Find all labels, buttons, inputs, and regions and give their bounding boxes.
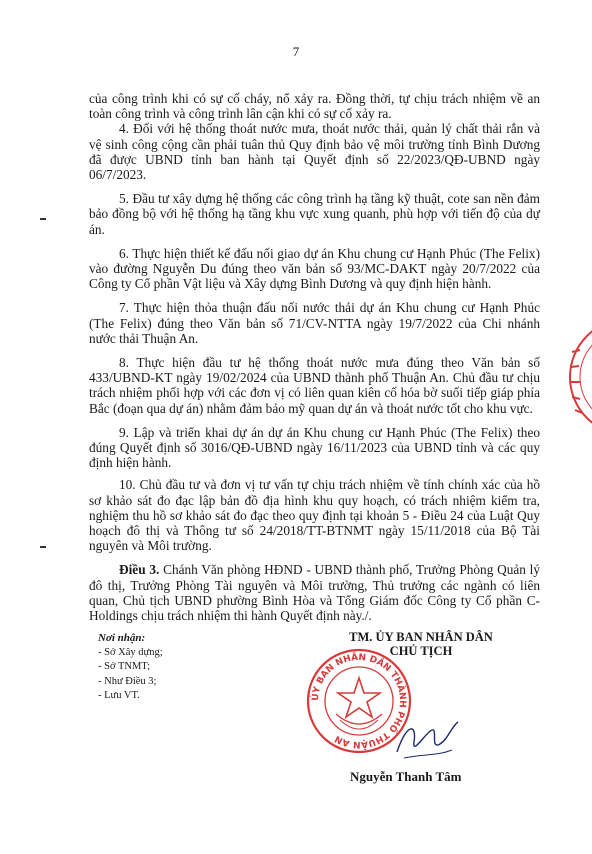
seal-fragment-icon bbox=[566, 312, 592, 442]
paragraph-continuation: của công trình khi có sự cố cháy, nổ xảy ra. Đồng thời, tự chịu trách nhiệm về an toàn công trình và công trình lân cận khi có sự cố xảy ra. bbox=[89, 91, 540, 122]
recipients-block bbox=[98, 631, 163, 704]
recipient-item: - Sở Xây dựng; bbox=[98, 646, 163, 658]
recipient-item: - Sở TNMT; bbox=[98, 661, 151, 672]
recipient-item: - Như Điều 3; bbox=[98, 675, 157, 687]
handwritten-signature-icon bbox=[392, 712, 462, 767]
paragraph-item-8: 8. Thực hiện đầu tư hệ thống thoát nước mưa đúng theo Văn bản số 433/UBND-KT ngày 19/02/2024 của UBND thành phố Thuận An. Chủ đầu tư chịu trách nhiệm phối hợp với các đơn vị có liên quan kiên cố hóa bờ suối tiếp giáp phía Bắc (đoạn qua dự án) nhằm đảm bảo mỹ quan dự án và thoát nước tốt cho khu vực. bbox=[89, 355, 540, 416]
margin-mark bbox=[40, 218, 46, 220]
paragraph-item-5: 5. Đầu tư xây dựng hệ thống các công trình hạ tầng kỹ thuật, cote san nền đảm bảo đồng bộ với hệ thống hạ tầng khu vực xung quanh, phù hợp với tiến độ của dự án. bbox=[89, 191, 540, 237]
page-number: 7 bbox=[292, 44, 300, 59]
recipients-title: Nơi nhận: bbox=[98, 632, 146, 644]
paragraph-item-4: 4. Đối với hệ thống thoát nước mưa, thoát nước thải, quản lý chất thải rắn và vệ sinh công cộng cần phải tuân thủ Quy định bảo vệ môi trường tỉnh Bình Dương đã được UBND tỉnh ban hành tại Quyết định số 22/2023/QĐ-UBND ngày 06/7/2023. bbox=[89, 121, 540, 183]
article-3 bbox=[89, 562, 540, 623]
signer-name: Nguyễn Thanh Tâm bbox=[350, 769, 462, 784]
paragraph-item-6: 6. Thực hiện thiết kế đấu nối giao dự án Khu chung cư Hạnh Phúc (The Felix) vào đường Nguyễn Du đúng theo văn bản số 93/MC-DAKT ngày 20/7/2022 của Công ty Cổ phần Vật liệu và Xây dựng Bình Dương và quy định hiện hành. bbox=[89, 245, 540, 292]
paragraph-item-10: 10. Chủ đầu tư và đơn vị tư vấn tự chịu trách nhiệm về tính chính xác của hồ sơ khảo sát đo đạc lập bản đồ địa hình khu quy hoạch, có trách nhiệm kiểm tra, nghiệm thu hồ sơ khảo sát đo đạc theo quy định tại khoản 5 - Điều 24 của Luật Quy hoạch đô thị và Thông tư số 24/2018/TT-BTNMT ngày 15/11/2018 của Bộ Tài nguyên và Môi trường. bbox=[89, 477, 540, 554]
authority-line: TM. ỦY BAN NHÂN DÂN bbox=[349, 630, 493, 644]
decision-body bbox=[89, 91, 540, 623]
article-3-label: Điều 3. bbox=[119, 562, 160, 578]
position-line: CHỦ TỊCH bbox=[389, 644, 453, 658]
margin-mark bbox=[40, 546, 46, 548]
paragraph-item-9: 9. Lập và triển khai dự án dự án Khu chung cư Hạnh Phúc (The Felix) theo đúng Quyết định số 3016/QĐ-UBND ngày 16/11/2023 của UBND tỉnh và các quy định hiện hành. bbox=[89, 424, 540, 471]
seal-text: ỦY BAN NHÂN DÂN THÀNH PHỐ THUẬN AN bbox=[310, 652, 408, 750]
paragraph-item-7: 7. Thực hiện thỏa thuận đấu nối nước thải dự án Khu chung cư Hạnh Phúc (The Felix) đúng theo Văn bản số 71/CV-NTTA ngày 19/7/2022 của Chi nhánh nước thải Thuận An. bbox=[89, 300, 540, 346]
article-3-text: Chánh Văn phòng HĐND - UBND thành phố, Trưởng Phòng Quản lý đô thị, Trưởng Phòng Tài nguyên và Môi trường, Thủ trưởng các ngành có liên quan, Chủ tịch UBND phường Bình Hòa và Tổng Giám đốc Công ty Cổ phần C-Holdings chịu trách nhiệm thi hành Quyết định này./. bbox=[89, 562, 540, 624]
recipient-item: - Lưu VT. bbox=[98, 690, 140, 701]
